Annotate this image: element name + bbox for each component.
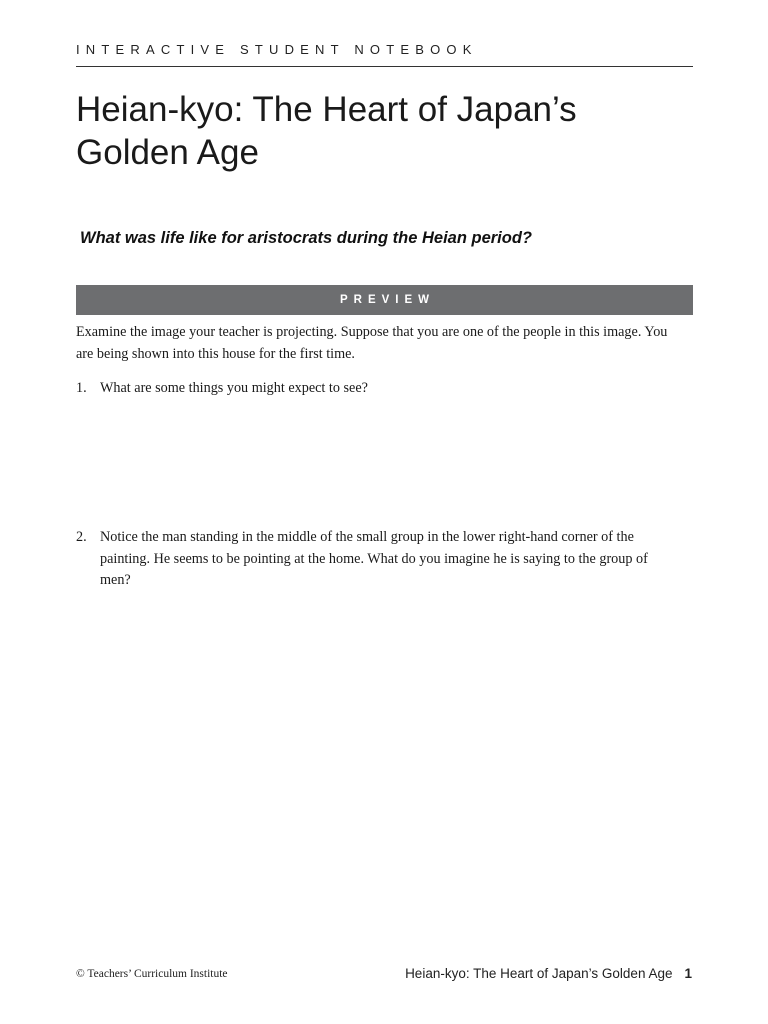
page-title: Heian-kyo: The Heart of Japan’s Golden Age	[76, 90, 577, 172]
footer-copyright: © Teachers’ Curriculum Institute	[76, 968, 228, 980]
footer-running-title: Heian-kyo: The Heart of Japan’s Golden Age	[405, 966, 673, 981]
preview-banner	[76, 285, 693, 315]
question-item	[76, 527, 676, 592]
page-number: 1	[684, 966, 692, 981]
question-item	[76, 378, 676, 400]
question-number: 2.	[76, 529, 87, 545]
question-text: What are some things you might expect to see?	[100, 380, 368, 396]
question-number: 1.	[76, 380, 87, 396]
notebook-section-label: INTERACTIVE STUDENT NOTEBOOK	[76, 42, 478, 57]
preview-intro: Examine the image your teacher is projecting. Suppose that you are one of the people in this image. You are being shown into this house for the first time.	[76, 324, 668, 362]
header-divider	[76, 66, 693, 67]
footer-running-head	[405, 966, 692, 981]
preview-label: PREVIEW	[339, 294, 436, 306]
question-text: Notice the man standing in the middle of the small group in the lower right-hand corner of the painting. He seems to be pointing at the home. What do you imagine he is saying to the group of men?	[100, 529, 648, 588]
essential-question: What was life like for aristocrats during the Heian period?	[80, 229, 533, 247]
